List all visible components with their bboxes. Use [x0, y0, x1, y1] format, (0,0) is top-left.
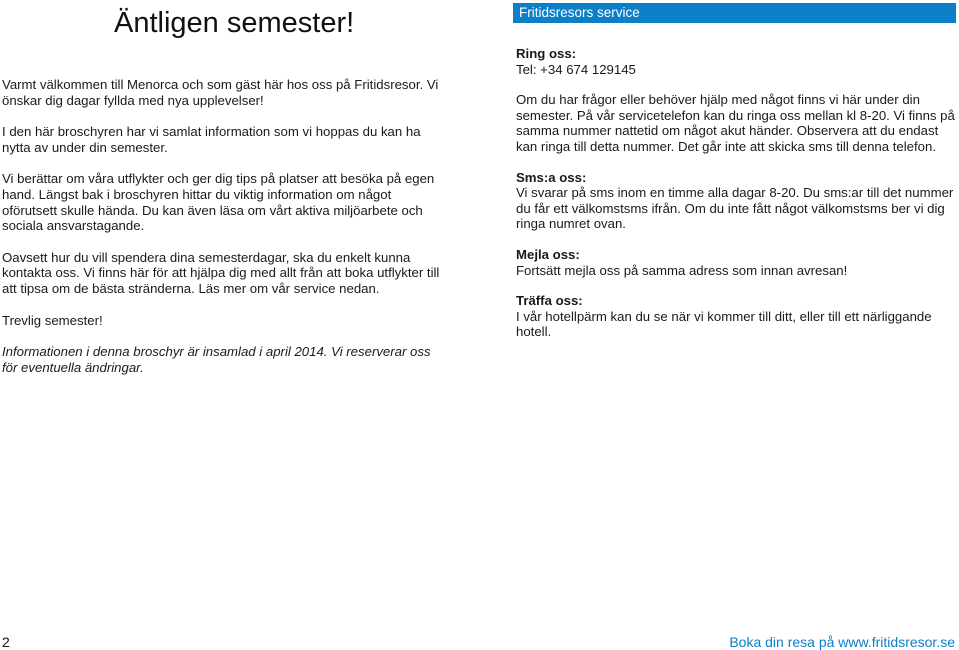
intro-excursions-paragraph: Vi berättar om våra utflykter och ger dig tips på platser att besöka på egen hand. Längst bak i broschyren hittar du viktig information om något oförutsett skulle hända. Du kan även läsa om vårt aktiva miljöarbete och sociala ansvarstagande. [2, 171, 435, 234]
meet-text: I vår hotellpärm kan du se när vi kommer till ditt, eller till ett närliggande hotell. [516, 308, 932, 340]
service-header: Fritidsresors service [513, 3, 956, 23]
call-section [516, 46, 956, 77]
sms-section [516, 170, 956, 232]
mail-heading: Mejla oss: [516, 246, 580, 262]
page-number: 2 [2, 634, 10, 650]
call-text: Om du har frågor eller behöver hjälp med något finns vi här under din semester. På vår servicetelefon kan du ringa oss mellan kl 8-20. Vi finns på samma nummer nattetid om något akut händer. Observera att du endast kan ringa till detta nummer. Det går inte att skicka sms till denna telefon. [516, 92, 955, 154]
meet-section [516, 293, 956, 340]
intro-column [2, 77, 447, 391]
booking-link[interactable]: Boka din resa på www.fritidsresor.se [729, 634, 955, 650]
mail-text: Fortsätt mejla oss på samma adress som innan avresan! [516, 262, 848, 278]
sms-text: Vi svarar på sms inom en timme alla dagar 8-20. Du sms:ar till det nummer du får ett välkomstsms ifrån. Om du inte fått något välkomstsms ber vi dig ringa numret ovan. [516, 185, 954, 232]
intro-welcome-paragraph: Varmt välkommen till Menorca och som gäst här hos oss på Fritidsresor. Vi önskar dig dagar fyllda med nya upplevelser! [2, 77, 439, 108]
call-heading: Ring oss: [516, 46, 577, 61]
mail-section [516, 247, 956, 278]
intro-contact-paragraph: Oavsett hur du vill spendera dina semesterdagar, ska du enkelt kunna kontakta oss. Vi finns här för att hjälpa dig med allt från att boka utflykter till att tipsa om de bästa stränderna. Läs mer om vår service nedan. [2, 249, 440, 296]
intro-disclaimer: Informationen i denna broschyr är insamlad i april 2014. Vi reserverar oss för eventuella ändringar. [2, 344, 431, 375]
call-phone: Tel: +34 674 129145 [516, 61, 636, 77]
intro-greeting: Trevlig semester! [2, 312, 103, 328]
service-column [516, 46, 956, 355]
sms-heading: Sms:a oss: [516, 169, 587, 185]
intro-brochure-paragraph: I den här broschyren har vi samlat information som vi hoppas du kan ha nytta av under din semester. [2, 124, 421, 155]
meet-heading: Träffa oss: [516, 293, 583, 309]
page-title: Äntligen semester! [114, 7, 355, 39]
